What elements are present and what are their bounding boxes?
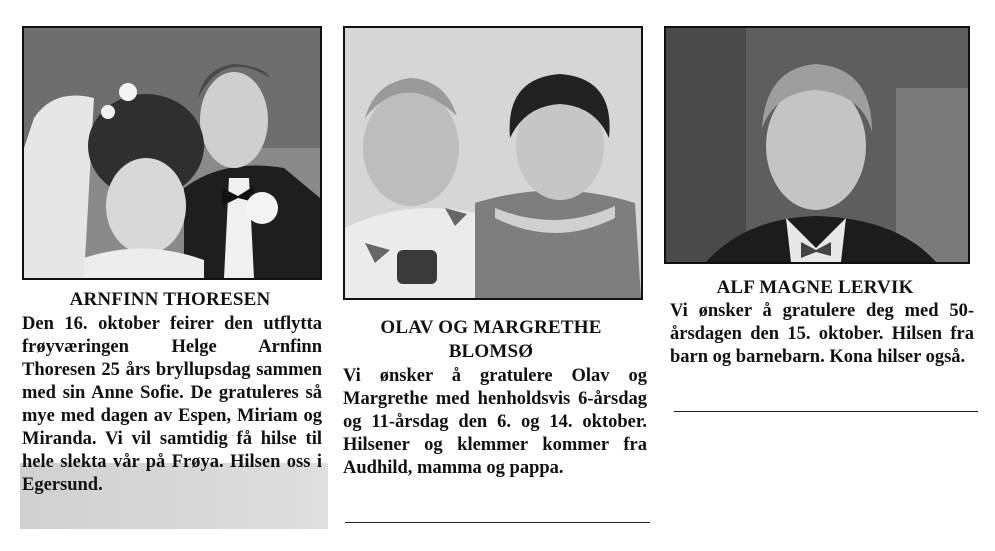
announcement-name: ALF MAGNE LERVIK	[716, 277, 914, 298]
children-photo	[343, 26, 643, 300]
announcement-text: Vi ønsker å gratulere deg med 50-årsdagen den 15. oktober. Hilsen fra barn og barnebarn. Kona hilser også.	[670, 301, 974, 367]
announcement-text: Vi ønsker å gratulere Olav og Margrethe med henholdsvis 6-årsdag og 11-årsdag den 6. og 14. oktober. Hilsener og klemmer kommer fra Audhild, mamma og pappa.	[343, 366, 647, 478]
portrait-photo	[664, 26, 970, 264]
announcement-name: OLAV OG MARGRETHE BLOMSØ	[380, 317, 602, 362]
divider-rule	[674, 411, 978, 412]
announcement-name: ARNFINN THORESEN	[69, 289, 271, 310]
announcement-text: Den 16. oktober feirer den utflytta frøyværingen Helge Arnfinn Thoresen 25 års bryllupsdag sammen med sin Anne Sofie. De gratuleres så mye med dagen av Espen, Miriam og Miranda. Vi vil samtidig få hilse til hele slekta vår på Frøya. Hilsen oss i Egersund.	[22, 314, 322, 495]
wedding-photo	[22, 26, 322, 280]
divider-rule	[345, 522, 650, 523]
